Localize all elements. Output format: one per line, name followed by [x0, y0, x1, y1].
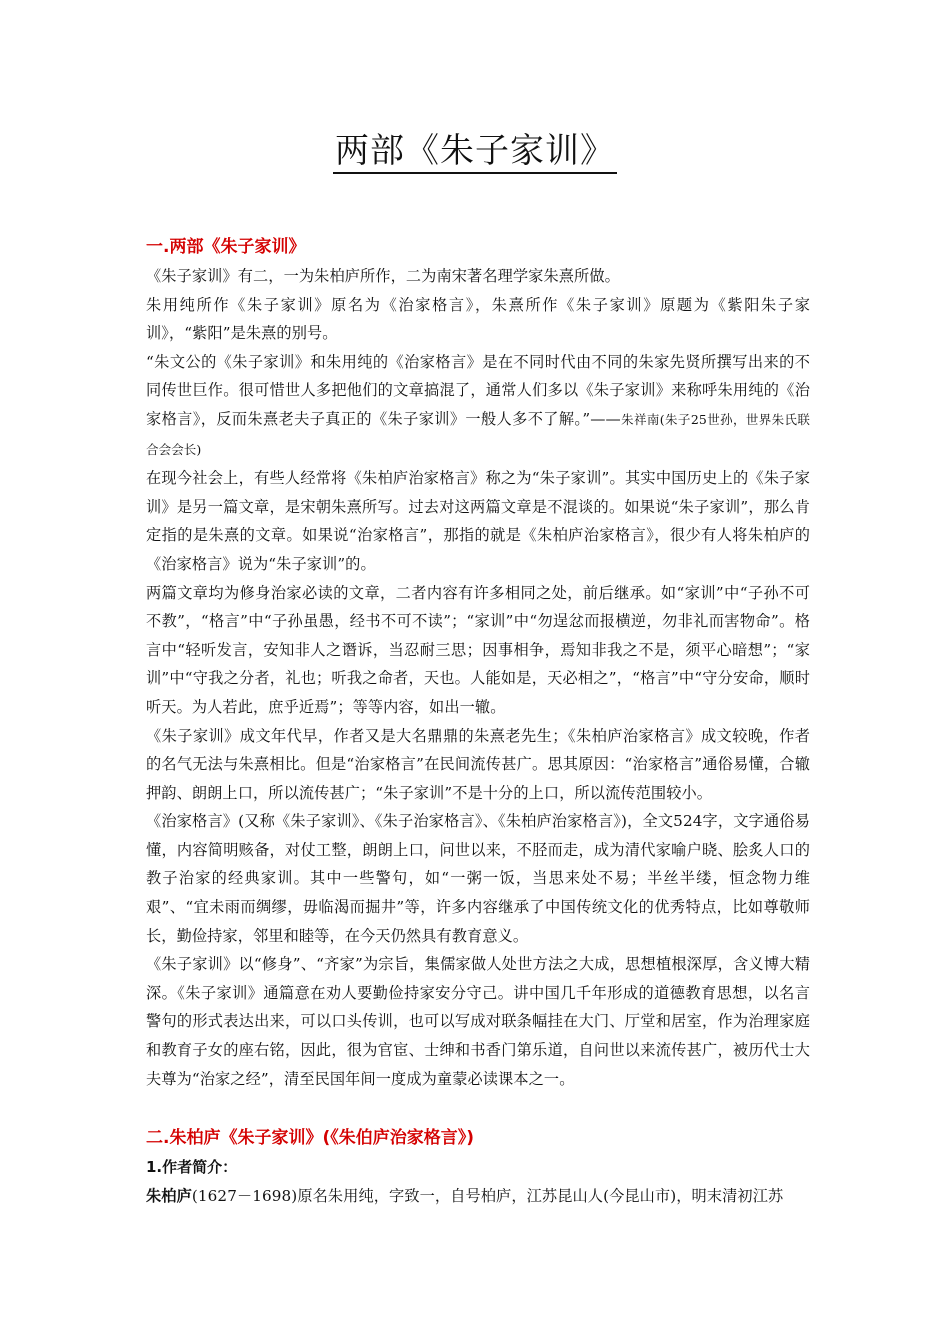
paragraph-3-quote: “朱文公的《朱子家训》和朱用纯的《治家格言》是在不同时代由不同的朱家先贤所撰写出来的不同传世巨作。很可惜世人多把他们的文章搞混了，通常人们多以《朱子家训》来称呼朱用纯的《治家格言》，反而朱熹老夫子真正的《朱子家训》一般人多不了解。”——朱祥南(朱子25世孙，世界朱氏联合会会长): [146, 352, 810, 457]
paragraph-2: 朱用纯所作《朱子家训》原名为《治家格言》，朱熹所作《朱子家训》原题为《紫阳朱子家训》，“紫阳”是朱熹的别号。: [146, 295, 810, 343]
author-intro-paragraph: 朱柏庐(1627－1698)原名朱用纯，字致一，自号柏庐，江苏昆山人(今昆山市)，明末清初江苏: [146, 1186, 784, 1205]
sub-heading-author: 1.作者简介：: [146, 1158, 238, 1177]
paragraph-6: 《朱子家训》成文年代早，作者又是大名鼎鼎的朱熹老先生；《朱柏庐治家格言》成文较晚，作者的名气无法与朱熹相比。但是“治家格言”在民间流传甚广。思其原因：“治家格言”通俗易懂，合辙押韵、朗朗上口，所以流传甚广；“朱子家训”不是十分的上口，所以流传范围较小。: [146, 726, 810, 802]
section-spacer: [146, 1093, 810, 1123]
paragraph-8: 《朱子家训》以“修身”、“齐家”为宗旨，集儒家做人处世方法之大成，思想植根深厚，含义博大精深。《朱子家训》通篇意在劝人要勤俭持家安分守己。讲中国几千年形成的道德教育思想，以名言警句的形式表达出来，可以口头传训，也可以写成对联条幅挂在大门、厅堂和居室，作为治理家庭和教育子女的座右铭，因此，很为官宦、士绅和书香门第乐道，自问世以来流传甚广，被历代士大夫尊为“治家之经”，清至民国年间一度成为童蒙必读课本之一。: [146, 955, 810, 1088]
paragraph-1: 《朱子家训》有二，一为朱柏庐所作，二为南宋著名理学家朱熹所做。: [146, 267, 620, 285]
paragraph-5: 两篇文章均为修身治家必读的文章，二者内容有许多相同之处，前后继承。如“家训”中“子孙不可不教”，“格言”中“子孙虽愚，经书不可不读”；“家训”中“勿逞忿而报横逆，勿非礼而害物命”。格言中“轻听发言，安知非人之谮诉，当忍耐三思；因事相争，焉知非我之不是，须平心暗想”；“家训”中“守我之分者，礼也；听我之命者，天也。人能如是，天必相之”，“格言”中“守分安命，顺时听天。为人若此，庶乎近焉”；等等内容，如出一辙。: [146, 583, 810, 716]
document-body: [146, 232, 810, 1210]
paragraph-7: 《治家格言》(又称《朱子家训》、《朱子治家格言》、《朱柏庐治家格言》)，全文524字，文字通俗易懂，内容简明赅备，对仗工整，朗朗上口，问世以来，不胫而走，成为清代家喻户晓、脍炙人口的教子治家的经典家训。其中一些警句，如“一粥一饭，当思来处不易；半丝半缕，恒念物力维艰”、“宜未雨而绸缪，毋临渴而掘井”等，许多内容继承了中国传统文化的优秀特点，比如尊敬师长，勤俭持家，邻里和睦等，在今天仍然具有教育意义。: [146, 812, 810, 945]
document-title-text: 两部《朱子家训》: [333, 131, 617, 174]
document-title: [0, 128, 950, 174]
quote-attribution: 朱祥南(朱子25世孙，世界朱氏联合会会长): [146, 411, 810, 457]
paragraph-4: 在现今社会上，有些人经常将《朱柏庐治家格言》称之为“朱子家训”。其实中国历史上的《朱子家训》是另一篇文章，是宋朝朱熹所写。过去对这两篇文章是不混谈的。如果说“朱子家训”，那么肯定指的是朱熹的文章。如果说“治家格言”，那指的就是《朱柏庐治家格言》，很少有人将朱柏庐的《治家格言》说为“朱子家训”的。: [146, 469, 810, 573]
author-name: 朱柏庐: [146, 1186, 192, 1205]
section-heading-1: 一.两部《朱子家训》: [146, 237, 306, 257]
section-heading-2: 二.朱柏庐《朱子家训》(《朱伯庐治家格言》): [146, 1128, 474, 1149]
